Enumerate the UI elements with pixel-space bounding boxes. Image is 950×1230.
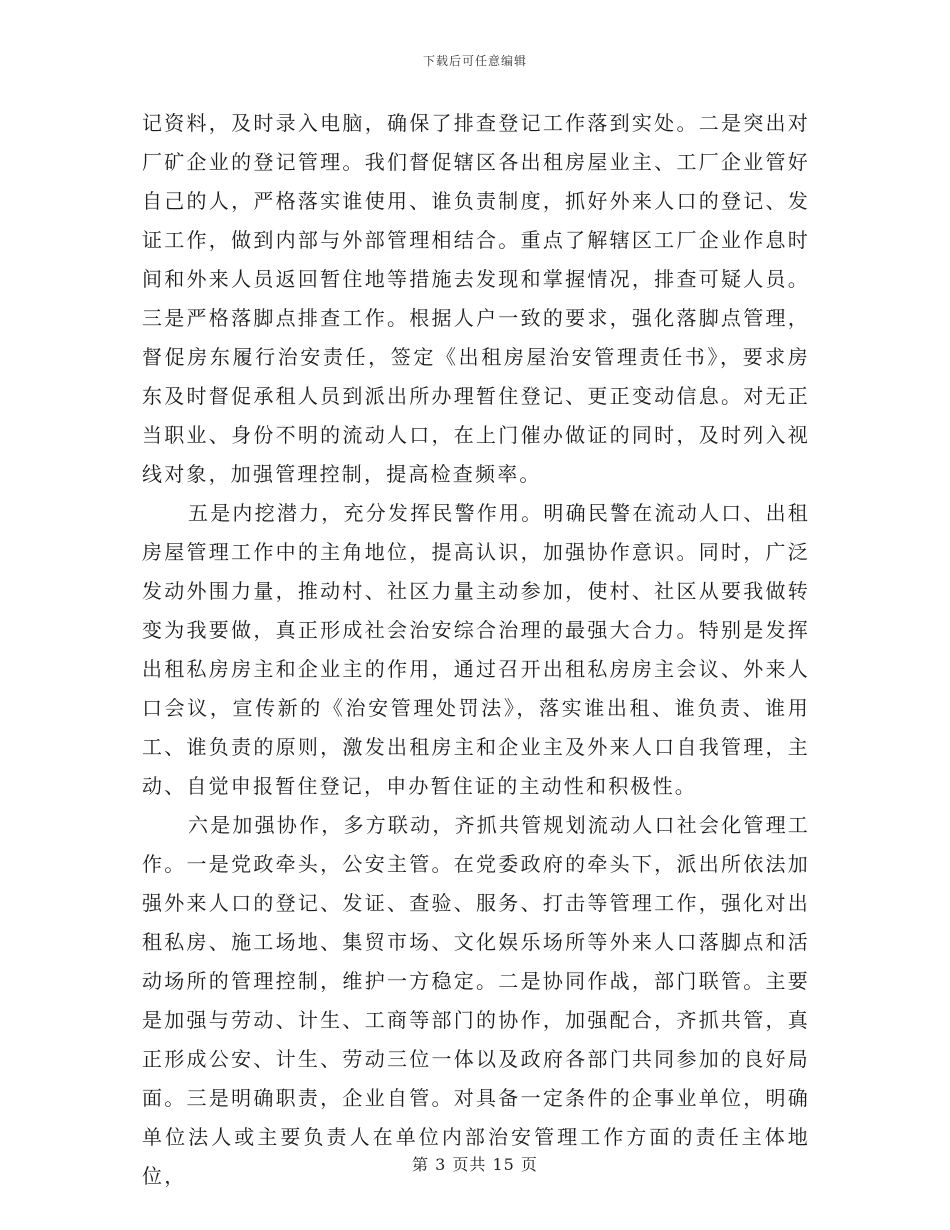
- paragraph-five: 五是内挖潜力，充分发挥民警作用。明确民警在流动人口、出租房屋管理工作中的主角地位，提高认识，加强协作意识。同时，广泛发动外围力量，推动村、社区力量主动参加，使村、社区从要我做转变为我要做，真正形成社会治安综合治理的最强大合力。特别是发挥出租私房房主和企业主的作用，通过召开出租私房房主会议、外来人口会议，宣传新的《治安管理处罚法》，落实谁出租、谁负责、谁用工、谁负责的原则，激发出租房主和企业主及外来人口自我管理，主动、自觉申报暂住登记，申办暂住证的主动性和积极性。: [142, 501, 810, 798]
- paragraph-continued: 记资料，及时录入电脑，确保了排查登记工作落到实处。二是突出对厂矿企业的登记管理。我们督促辖区各出租房屋业主、工厂企业管好自己的人，严格落实谁使用、谁负责制度，抓好外来人口的登记、发证工作，做到内部与外部管理相结合。重点了解辖区工厂企业作息时间和外来人员返回暂住地等措施去发现和掌握情况，排查可疑人员。三是严格落脚点排查工作。根据人户一致的要求，强化落脚点管理，督促房东履行治安责任，签定《出租房屋治安管理责任书》，要求房东及时督促承租人员到派出所办理暂住登记、更正变动信息。对无正当职业、身份不明的流动人口，在上门催办做证的同时，及时列入视线对象，加强管理控制，提高检查频率。: [142, 111, 810, 486]
- document-body: [142, 104, 810, 1196]
- page-header: 下载后可任意编辑: [422, 54, 527, 68]
- page-number: 第 3 页共 15 页: [412, 1155, 538, 1174]
- paragraph-six: 六是加强协作，多方联动，齐抓共管规划流动人口社会化管理工作。一是党政牵头，公安主管。在党委政府的牵头下，派出所依法加强外来人口的登记、发证、查验、服务、打击等管理工作，强化对出租私房、施工场地、集贸市场、文化娱乐场所等外来人口落脚点和活动场所的管理控制，维护一方稳定。二是协同作战，部门联管。主要是加强与劳动、计生、工商等部门的协作，加强配合，齐抓共管，真正形成公安、计生、劳动三位一体以及政府各部门共同参加的良好局面。三是明确职责，企业自管。对具备一定条件的企事业单位，明确单位法人或主要负责人在单位内部治安管理工作方面的责任主体地位，: [142, 813, 810, 1188]
